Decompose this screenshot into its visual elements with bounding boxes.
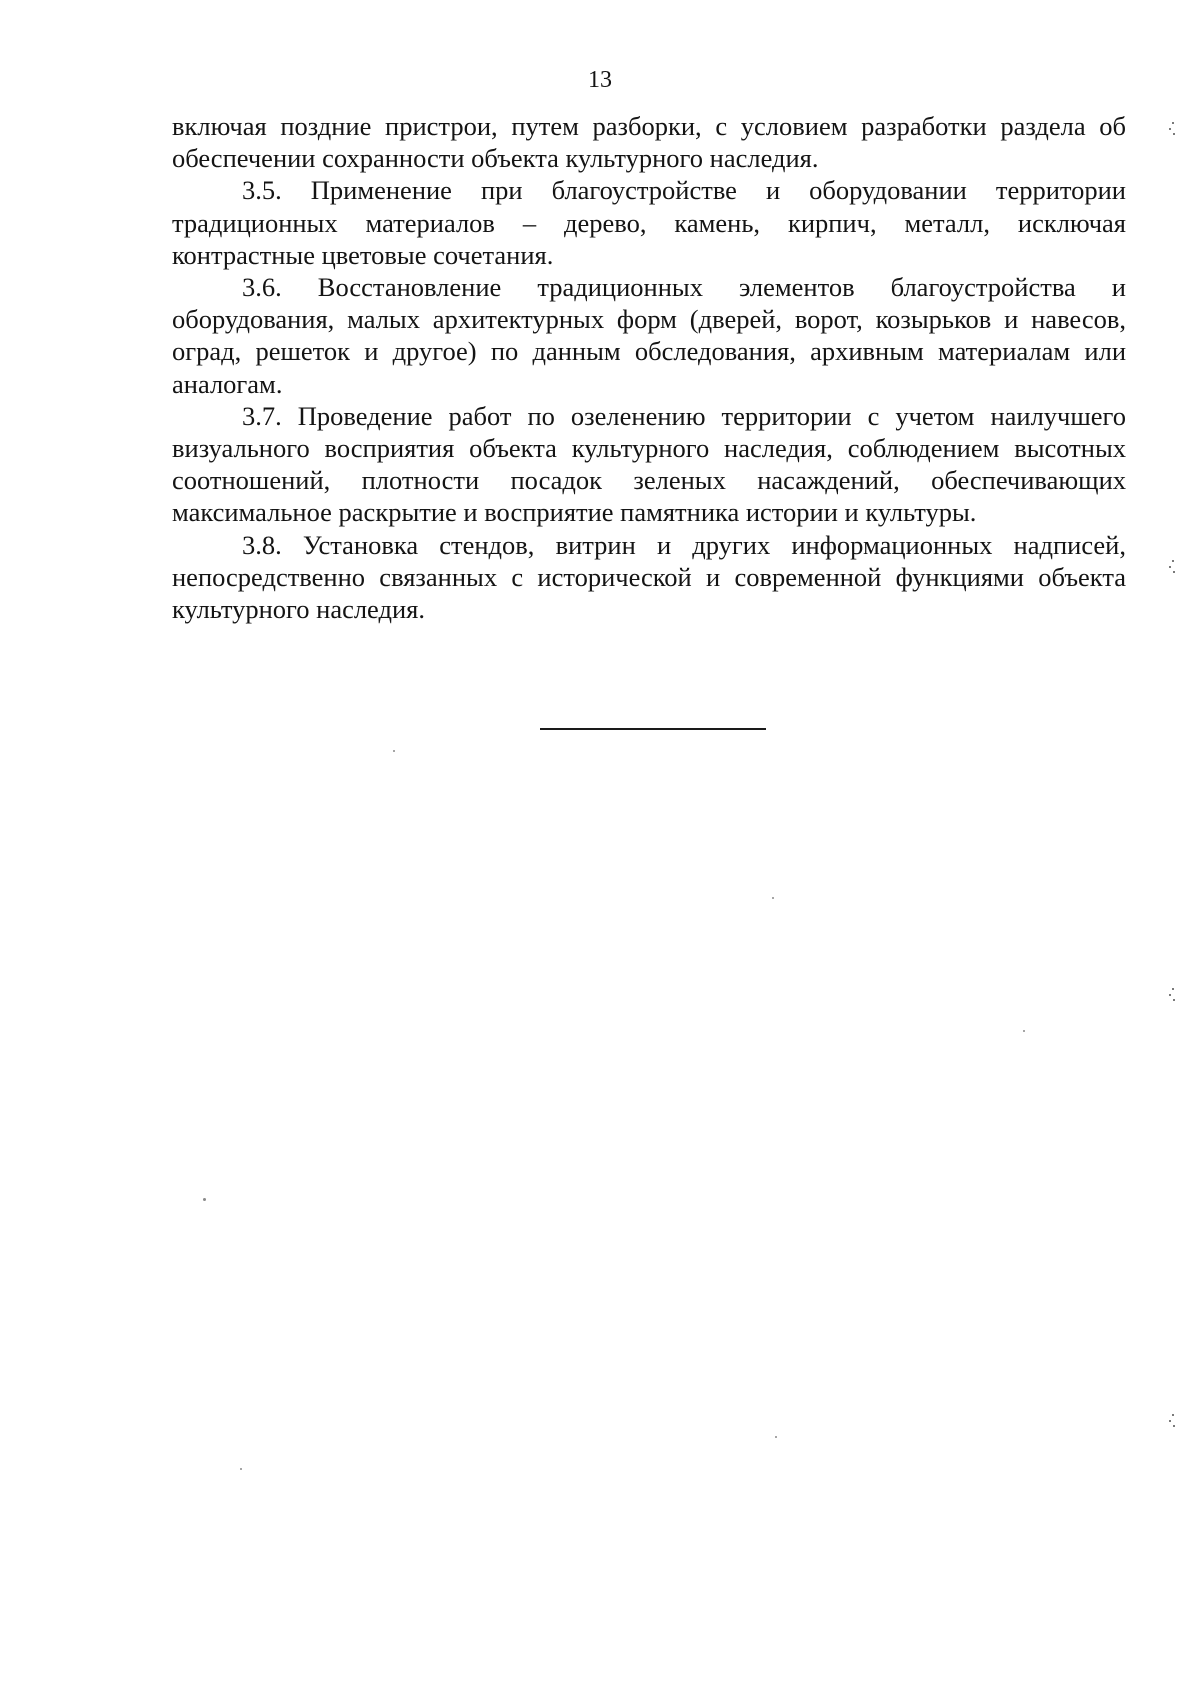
end-of-text-rule	[540, 728, 766, 730]
page-number: 13	[588, 67, 612, 93]
paragraph-3-7: 3.7. Проведение работ по озеленению территории с учетом наилучшего визуального восприятия объекта культурного наследия, соблюдением высотных соотношений, плотности посадок зеленых насаждений, обеспечивающих максимальное раскрытие и восприятие памятника истории и культуры.	[172, 400, 1126, 528]
scan-speck-mark	[1168, 560, 1176, 576]
scan-speck-mark	[1168, 988, 1176, 1004]
paragraph-3-5: 3.5. Применение при благоустройстве и оборудовании территории традиционных материалов – дерево, камень, кирпич, металл, исключая контрастные цветовые сочетания.	[172, 175, 1126, 270]
scan-speck	[240, 1468, 242, 1470]
scan-speck	[1023, 1030, 1025, 1032]
scan-speck	[393, 750, 395, 752]
scan-speck-mark	[1168, 122, 1176, 138]
paragraph-3-8: 3.8. Установка стендов, витрин и других информационных надписей, непосредственно связанных с исторической и современной функциями объекта культурного наследия.	[172, 529, 1126, 625]
scan-speck	[203, 1198, 206, 1201]
document-body	[172, 110, 1126, 625]
paragraph-continuation: включая поздние пристрои, путем разборки, с условием разработки раздела об обеспечении сохранности объекта культурного наследия.	[172, 111, 1126, 174]
scan-speck	[775, 1436, 777, 1438]
scan-speck	[772, 897, 774, 899]
paragraph-3-6: 3.6. Восстановление традиционных элементов благоустройства и оборудования, малых архитектурных форм (дверей, ворот, козырьков и навесов, оград, решеток и другое) по данным обследования, архивным материалам или аналогам.	[172, 272, 1126, 399]
scan-speck-mark	[1168, 1414, 1176, 1430]
